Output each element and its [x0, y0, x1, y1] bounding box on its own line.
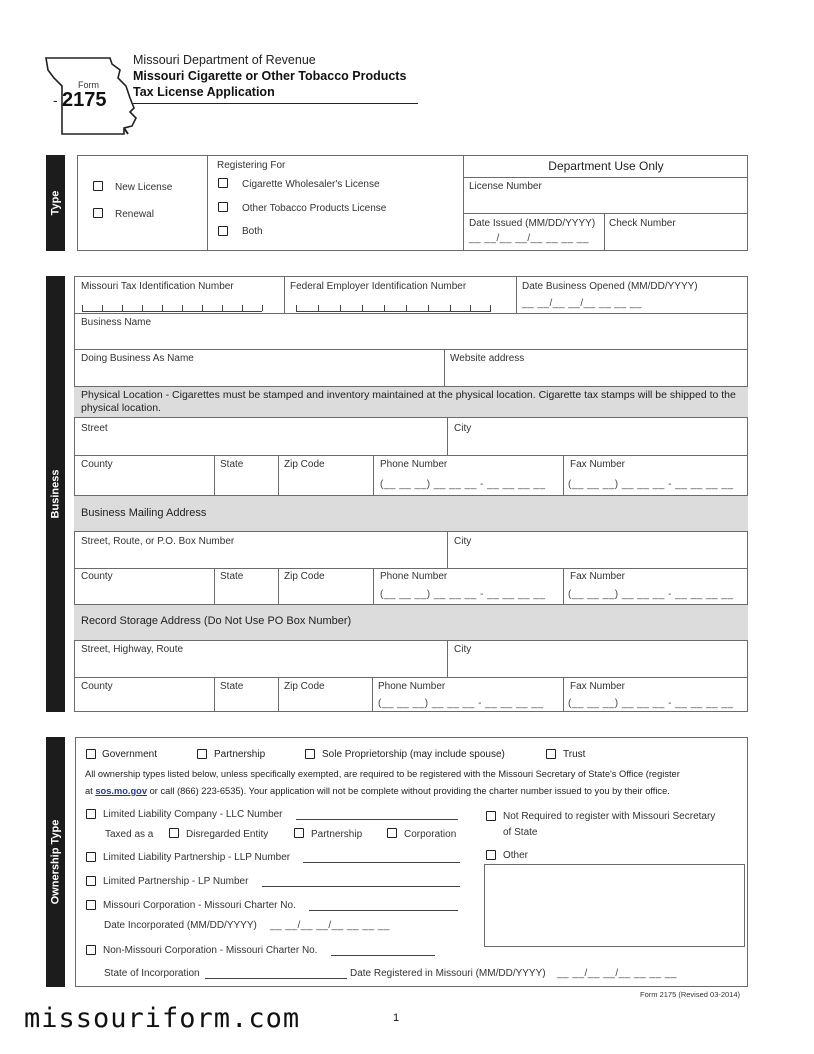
sole-proprietorship-label: Sole Proprietorship (may include spouse) [322, 749, 505, 760]
record-fax-field[interactable]: (__ __ __) __ __ __ - __ __ __ __ [568, 698, 734, 709]
date-registered-label: Date Registered in Missouri (MM/DD/YYYY) [350, 968, 546, 979]
record-city-label: City [454, 644, 472, 655]
physical-zip-label: Zip Code [284, 459, 325, 470]
physical-county-label: County [81, 459, 113, 470]
business-name-label: Business Name [81, 317, 152, 328]
new-license-label: New License [115, 182, 173, 193]
mailing-address-heading: Business Mailing Address [81, 507, 207, 519]
check-number-label: Check Number [609, 218, 676, 229]
other-tobacco-checkbox[interactable] [218, 202, 228, 212]
other-description-field[interactable] [484, 864, 745, 947]
mailing-phone-field[interactable]: (__ __ __) __ __ __ - __ __ __ __ [380, 589, 546, 600]
mailing-fax-field[interactable]: (__ __ __) __ __ __ - __ __ __ __ [568, 589, 734, 600]
physical-fax-field[interactable]: (__ __ __) __ __ __ - __ __ __ __ [568, 479, 734, 490]
business-side-label: Business [46, 276, 65, 712]
date-opened-label: Date Business Opened (MM/DD/YYYY) [522, 281, 698, 292]
mo-tax-id-field[interactable] [82, 311, 262, 312]
not-required-checkbox[interactable] [486, 811, 496, 821]
llc-corporation-label: Corporation [404, 829, 457, 840]
mailing-county-label: County [81, 571, 113, 582]
form-title-line2: Tax License Application [133, 85, 275, 99]
sos-link[interactable]: sos.mo.gov [95, 786, 148, 796]
mailing-city-label: City [454, 536, 472, 547]
renewal-checkbox[interactable] [93, 208, 103, 218]
llc-number-field[interactable] [296, 819, 458, 820]
record-phone-field[interactable]: (__ __ __) __ __ __ - __ __ __ __ [378, 698, 544, 709]
llc-label: Limited Liability Company - LLC Number [103, 809, 283, 820]
llc-partnership-label: Partnership [311, 829, 363, 840]
physical-city-label: City [454, 423, 472, 434]
date-issued-label: Date Issued (MM/DD/YYYY) [469, 218, 596, 229]
mailing-street-label: Street, Route, or P.O. Box Number [81, 536, 235, 547]
renewal-label: Renewal [115, 209, 154, 220]
physical-fax-label: Fax Number [570, 459, 626, 470]
government-checkbox[interactable] [86, 749, 96, 759]
header-rule [133, 103, 418, 104]
date-issued-field[interactable]: __ __/__ __/__ __ __ __ [469, 233, 589, 244]
trust-label: Trust [563, 749, 586, 760]
sole-proprietorship-checkbox[interactable] [305, 749, 315, 759]
mo-corporation-label: Missouri Corporation - Missouri Charter No. [103, 900, 296, 911]
record-zip-label: Zip Code [284, 681, 325, 692]
mo-charter-number-field[interactable] [309, 910, 458, 911]
government-label: Government [102, 749, 158, 760]
disregarded-entity-label: Disregarded Entity [186, 829, 269, 840]
partnership-checkbox[interactable] [197, 749, 207, 759]
record-phone-label: Phone Number [378, 681, 446, 692]
form-title-line1: Missouri Cigarette or Other Tobacco Products [133, 69, 407, 83]
cigarette-wholesaler-checkbox[interactable] [218, 178, 228, 188]
mailing-zip-label: Zip Code [284, 571, 325, 582]
llc-corporation-checkbox[interactable] [387, 828, 397, 838]
record-state-label: State [220, 681, 244, 692]
new-license-checkbox[interactable] [93, 181, 103, 191]
partnership-label: Partnership [214, 749, 266, 760]
physical-location-note: Physical Location - Cigarettes must be stamped and inventory maintained at the physical location. Cigarette tax stamps will be shipped to the physical location. [81, 389, 736, 414]
non-mo-corporation-label: Non-Missouri Corporation - Missouri Charter No. [103, 945, 318, 956]
registering-for-label: Registering For [217, 160, 286, 171]
physical-street-label: Street [81, 423, 108, 434]
sos-notice-line1: All ownership types listed below, unless specifically exempted, are required to be registered with the Missouri Secretary of State's Office (register [85, 769, 680, 779]
page-number: 1 [393, 1012, 400, 1024]
record-fax-label: Fax Number [570, 681, 626, 692]
date-incorporated-label: Date Incorporated (MM/DD/YYYY) [104, 920, 257, 931]
form-number: 2175 [62, 89, 107, 111]
lp-label: Limited Partnership - LP Number [103, 876, 249, 887]
form-revision: Form 2175 (Revised 03-2014) [640, 990, 741, 999]
llp-label: Limited Liability Partnership - LLP Number [103, 852, 291, 863]
state-of-incorporation-field[interactable] [205, 978, 347, 979]
fein-label: Federal Employer Identification Number [290, 281, 467, 292]
state-of-incorporation-label: State of Incorporation [104, 968, 200, 979]
date-registered-field[interactable]: __ __/__ __/__ __ __ __ [557, 968, 677, 979]
record-county-label: County [81, 681, 113, 692]
dba-label: Doing Business As Name [81, 353, 194, 364]
physical-state-label: State [220, 459, 244, 470]
form-number-dash: - [53, 92, 58, 108]
record-storage-heading: Record Storage Address (Do Not Use PO Box Number) [81, 615, 352, 627]
mo-tax-id-label: Missouri Tax Identification Number [81, 281, 234, 292]
lp-number-field[interactable] [262, 886, 460, 887]
llc-checkbox[interactable] [86, 809, 96, 819]
record-street-label: Street, Highway, Route [81, 644, 184, 655]
fein-field[interactable] [296, 311, 491, 312]
other-label: Other [503, 850, 529, 861]
form-label: Form [78, 80, 99, 90]
mailing-fax-label: Fax Number [570, 571, 626, 582]
non-mo-charter-number-field[interactable] [331, 955, 435, 956]
watermark-text: missouriform.com [24, 1003, 301, 1034]
both-label: Both [242, 226, 263, 237]
llp-checkbox[interactable] [86, 852, 96, 862]
cigarette-wholesaler-label: Cigarette Wholesaler's License [242, 179, 380, 190]
not-required-label: Not Required to register with Missouri Secretary [503, 811, 716, 822]
license-number-label: License Number [469, 181, 542, 192]
sos-notice-line2: at sos.mo.gov or call (866) 223-6535). Your application will not be complete without providing the charter number issued to you by their office. [85, 786, 670, 796]
type-side-label: Type [46, 155, 65, 251]
mo-corporation-checkbox[interactable] [86, 900, 96, 910]
physical-phone-field[interactable]: (__ __ __) __ __ __ - __ __ __ __ [380, 479, 546, 490]
physical-phone-label: Phone Number [380, 459, 448, 470]
website-label: Website address [450, 353, 525, 364]
lp-checkbox[interactable] [86, 876, 96, 886]
ownership-side-label: Ownership Type [46, 737, 65, 987]
non-mo-corporation-checkbox[interactable] [86, 945, 96, 955]
llc-partnership-checkbox[interactable] [294, 828, 304, 838]
agency-name: Missouri Department of Revenue [133, 53, 316, 67]
mailing-phone-label: Phone Number [380, 571, 448, 582]
disregarded-entity-checkbox[interactable] [169, 828, 179, 838]
trust-checkbox[interactable] [546, 749, 556, 759]
date-opened-field[interactable]: __ __/__ __/__ __ __ __ [522, 298, 642, 309]
dept-use-only-heading: Department Use Only [548, 159, 664, 173]
mailing-state-label: State [220, 571, 244, 582]
date-incorporated-field[interactable]: __ __/__ __/__ __ __ __ [270, 920, 390, 931]
other-checkbox[interactable] [486, 850, 496, 860]
of-state-label: of State [503, 827, 538, 838]
other-tobacco-label: Other Tobacco Products License [242, 203, 387, 214]
taxed-as-label: Taxed as a [105, 829, 154, 840]
llp-number-field[interactable] [303, 862, 460, 863]
both-checkbox[interactable] [218, 226, 228, 236]
